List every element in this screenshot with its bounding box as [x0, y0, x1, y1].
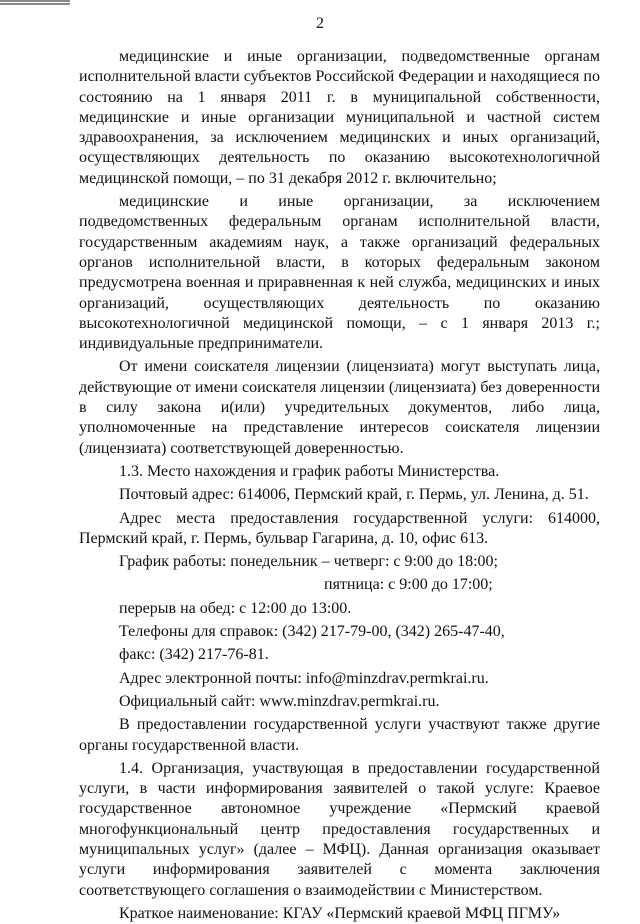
page-number: 2 [316, 15, 324, 32]
paragraph-representatives: От имени соискателя лицензии (лицензиата) могут выступать лица, действующие от имени соискателя лицензии (лицензиата) без доверенности в силу закона и(или) учредительных документов, либо лица, уполномоченные на представление интересов соискателя лицензии (лицензиата) соответствующей доверенностью. [79, 358, 600, 457]
document-body [79, 47, 600, 924]
scan-edge-mark [0, 0, 70, 8]
service-address: Адрес места предоставления государственной услуги: 614000, Пермский край, г. Пермь, бульвар Гагарина, д. 10, офис 613. [79, 509, 600, 547]
section-heading-1-3: 1.3. Место нахождения и график работы Министерства. [119, 462, 500, 480]
fax-number: факс: (342) 217-76-81. [119, 646, 269, 664]
paragraph-participating-bodies: В предоставлении государственной услуги участвуют также другие органы государственной власти. [79, 716, 600, 754]
lunch-break: перерыв на обед: с 12:00 до 13:00. [119, 599, 352, 617]
postal-address: Почтовый адрес: 614006, Пермский край, г. Пермь, ул. Ленина, д. 51. [119, 486, 589, 504]
work-schedule-friday: пятница: с 9:00 до 17:00; [324, 576, 493, 594]
work-schedule-weekdays: График работы: понедельник – четверг: с 9:00 до 18:00; [119, 553, 498, 571]
phone-numbers: Телефоны для справок: (342) 217-79-00, (342) 265-47-40, [119, 623, 505, 641]
email-address: Адрес электронной почты: info@minzdrav.permkrai.ru. [119, 669, 489, 687]
official-website: Официальный сайт: www.minzdrav.permkrai.ru. [119, 692, 440, 710]
section-1-4-mfc: 1.4. Организация, участвующая в предоставлении государственной услуги, в части информирования заявителей о такой услуге: Краевое государственное автономное учреждение «Пермский краевой многофункциональный центр предоставления государственных и муниципальных услуг» (далее – МФЦ). Данная организация оказывает услуги информирования заявителей с момента заключения соответствующего соглашения о взаимодействии с Министерством. [79, 759, 600, 899]
short-name: Краткое наименование: КГАУ «Пермский краевой МФЦ ПГМУ» [119, 904, 561, 922]
paragraph-subordinate-organizations: медицинские и иные организации, подведомственные органам исполнительной власти субъектов Российской Федерации и находящиеся по состоянию на 1 января 2011 г. в муниципальной собственности, медицинские и иные организации муниципальной и частной систем здравоохранения, за исключением медицинских и иных организаций, осуществляющих деятельность по оказанию высокотехнологичной медицинской помощи, – по 31 декабря 2012 г. включительно; [79, 48, 600, 187]
paragraph-other-organizations: медицинские и иные организации, за исключением подведомственных федеральным органам исполнительной власти, государственным академиям наук, а также организаций федеральных органов исполнительной власти, в которых федеральным законом предусмотрена военная и приравненная к ней служба, медицинских и иных организаций, осуществляющих деятельность по оказанию высокотехнологичной медицинской помощи, – с 1 января 2013 г.; индивидуальные предприниматели. [79, 193, 600, 353]
